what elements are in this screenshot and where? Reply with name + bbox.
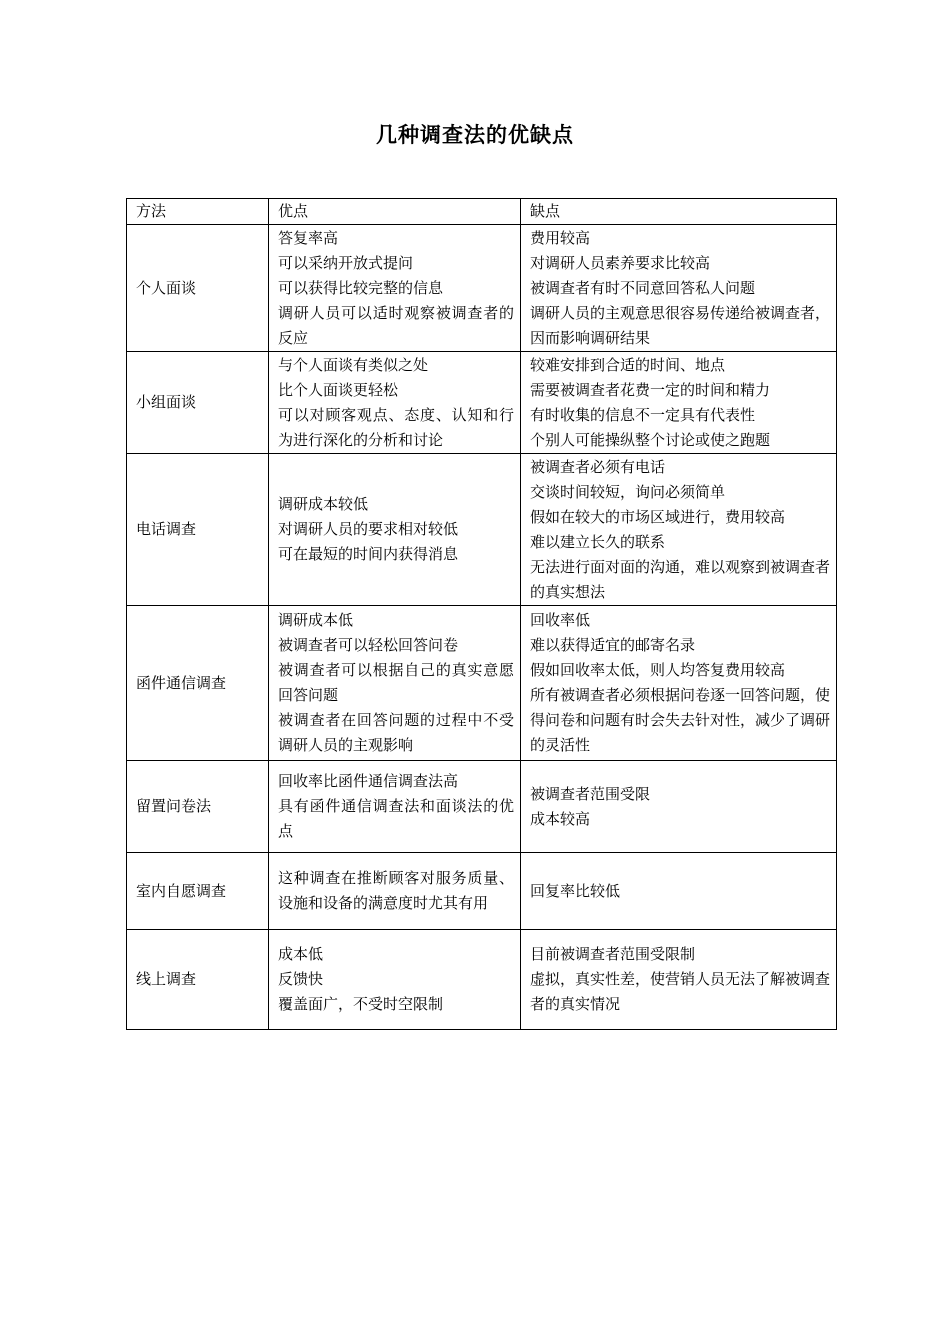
cons-line: 假如在较大的市场区域进行，费用较高	[530, 507, 786, 526]
pros-line: 具有函件通信调查法和面谈法的优点	[278, 797, 514, 840]
method-name: 个人面谈	[136, 278, 197, 297]
method-name: 电话调查	[136, 520, 197, 538]
table-row	[127, 930, 837, 1030]
cons-cell-list	[530, 782, 830, 832]
pros-cell-list	[278, 492, 514, 567]
pros-line: 可在最短的时间内获得消息	[278, 545, 459, 563]
pros-cell	[269, 454, 521, 606]
pros-line: 成本低	[278, 945, 324, 963]
cons-cell-list	[530, 879, 830, 904]
page-title: 几种调查法的优缺点	[376, 123, 574, 147]
cons-cell-list	[530, 942, 830, 1017]
table-row	[127, 225, 837, 352]
methods-comparison-table	[126, 198, 837, 1030]
cons-cell-list	[530, 608, 830, 758]
cons-line: 交谈时间较短，询问必须简单	[530, 482, 726, 501]
cons-cell	[521, 352, 837, 454]
cons-line: 被调查者范围受限	[530, 784, 651, 803]
cons-cell	[521, 454, 837, 606]
cons-cell	[521, 930, 837, 1030]
method-cell	[127, 930, 269, 1030]
cons-line: 有时收集的信息不一定具有代表性	[530, 405, 756, 424]
pros-line: 调研成本较低	[278, 495, 369, 513]
method-name: 留置问卷法	[136, 797, 212, 815]
cons-line: 费用较高	[530, 228, 591, 247]
table-row	[127, 352, 837, 454]
cons-cell-list	[530, 353, 830, 453]
cons-line: 较难安排到合适的时间、地点	[530, 355, 726, 374]
cons-cell	[521, 606, 837, 761]
pros-line: 可以获得比较完整的信息	[278, 278, 444, 297]
table-row	[127, 454, 837, 606]
pros-line: 反馈快	[278, 970, 324, 988]
pros-line: 可以采纳开放式提问	[278, 253, 414, 272]
cons-line: 回收率低	[530, 611, 591, 629]
pros-line: 答复率高	[278, 228, 339, 247]
pros-line: 调研成本低	[278, 611, 354, 629]
cons-cell	[521, 853, 837, 930]
method-cell	[127, 606, 269, 761]
cons-cell-list	[530, 455, 830, 605]
method-cell	[127, 761, 269, 853]
pros-line: 这种调查在推断顾客对服务质量、设施和设备的满意度时尤其有用	[278, 869, 514, 912]
method-name: 小组面谈	[136, 393, 197, 411]
cons-line: 调研人员的主观意思很容易传递给被调查者，因而影响调研结果	[530, 303, 831, 347]
header-cons: 缺点	[521, 199, 837, 225]
pros-cell	[269, 606, 521, 761]
pros-cell-list	[278, 942, 514, 1017]
pros-cell-list	[278, 769, 514, 844]
method-name: 线上调查	[136, 970, 197, 988]
cons-line: 成本较高	[530, 809, 591, 828]
pros-line: 与个人面谈有类似之处	[278, 355, 429, 374]
cons-line: 目前被调查者范围受限制	[530, 945, 696, 963]
cons-line: 个别人可能操纵整个讨论或使之跑题	[530, 430, 771, 449]
cons-line: 假如回收率太低，则人均答复费用较高	[530, 661, 786, 679]
pros-line: 被调查者可以根据自己的真实意愿回答问题	[278, 661, 514, 704]
cons-line: 被调查者有时不同意回答私人问题	[530, 278, 756, 297]
pros-line: 对调研人员的要求相对较低	[278, 520, 459, 538]
cons-line: 被调查者必须有电话	[530, 457, 666, 476]
table-header	[127, 199, 837, 225]
pros-cell	[269, 761, 521, 853]
table-row	[127, 606, 837, 761]
table-body	[127, 225, 837, 1030]
pros-line: 比个人面谈更轻松	[278, 380, 399, 399]
method-name: 函件通信调查	[136, 673, 227, 692]
pros-cell-list	[278, 608, 514, 758]
pros-line: 被调查者可以轻松回答问卷	[278, 636, 459, 654]
cons-line: 回复率比较低	[530, 881, 621, 900]
pros-line: 可以对顾客观点、态度、认知和行为进行深化的分析和讨论	[278, 405, 514, 449]
pros-cell-list	[278, 226, 514, 351]
pros-line: 回收率比函件通信调查法高	[278, 772, 459, 790]
cons-cell	[521, 225, 837, 352]
cons-line: 无法进行面对面的沟通，难以观察到被调查者的真实想法	[530, 557, 831, 601]
pros-cell-list	[278, 353, 514, 453]
cons-line: 难以建立长久的联系	[530, 532, 666, 551]
method-cell	[127, 454, 269, 606]
method-name: 室内自愿调查	[136, 881, 227, 900]
table-header-row	[127, 199, 837, 225]
cons-cell	[521, 761, 837, 853]
method-cell	[127, 853, 269, 930]
pros-cell	[269, 853, 521, 930]
pros-cell-list	[278, 866, 514, 916]
pros-line: 调研人员可以适时观察被调查者的反应	[278, 303, 514, 347]
table-row	[127, 853, 837, 930]
pros-line: 覆盖面广，不受时空限制	[278, 995, 444, 1013]
header-method: 方法	[127, 199, 269, 225]
header-pros: 优点	[269, 199, 521, 225]
method-cell	[127, 225, 269, 352]
pros-line: 被调查者在回答问题的过程中不受调研人员的主观影响	[278, 711, 514, 754]
table-row	[127, 761, 837, 853]
method-cell	[127, 352, 269, 454]
pros-cell	[269, 352, 521, 454]
cons-line: 需要被调查者花费一定的时间和精力	[530, 380, 771, 399]
pros-cell	[269, 930, 521, 1030]
cons-line: 所有被调查者必须根据问卷逐一回答问题，使得问卷和问题有时会失去针对性，减少了调研的灵活性	[530, 686, 831, 754]
pros-cell	[269, 225, 521, 352]
cons-line: 难以获得适宜的邮寄名录	[530, 636, 696, 654]
cons-line: 对调研人员素养要求比较高	[530, 253, 711, 272]
cons-cell-list	[530, 226, 830, 351]
cons-line: 虚拟，真实性差，使营销人员无法了解被调查者的真实情况	[530, 970, 831, 1013]
